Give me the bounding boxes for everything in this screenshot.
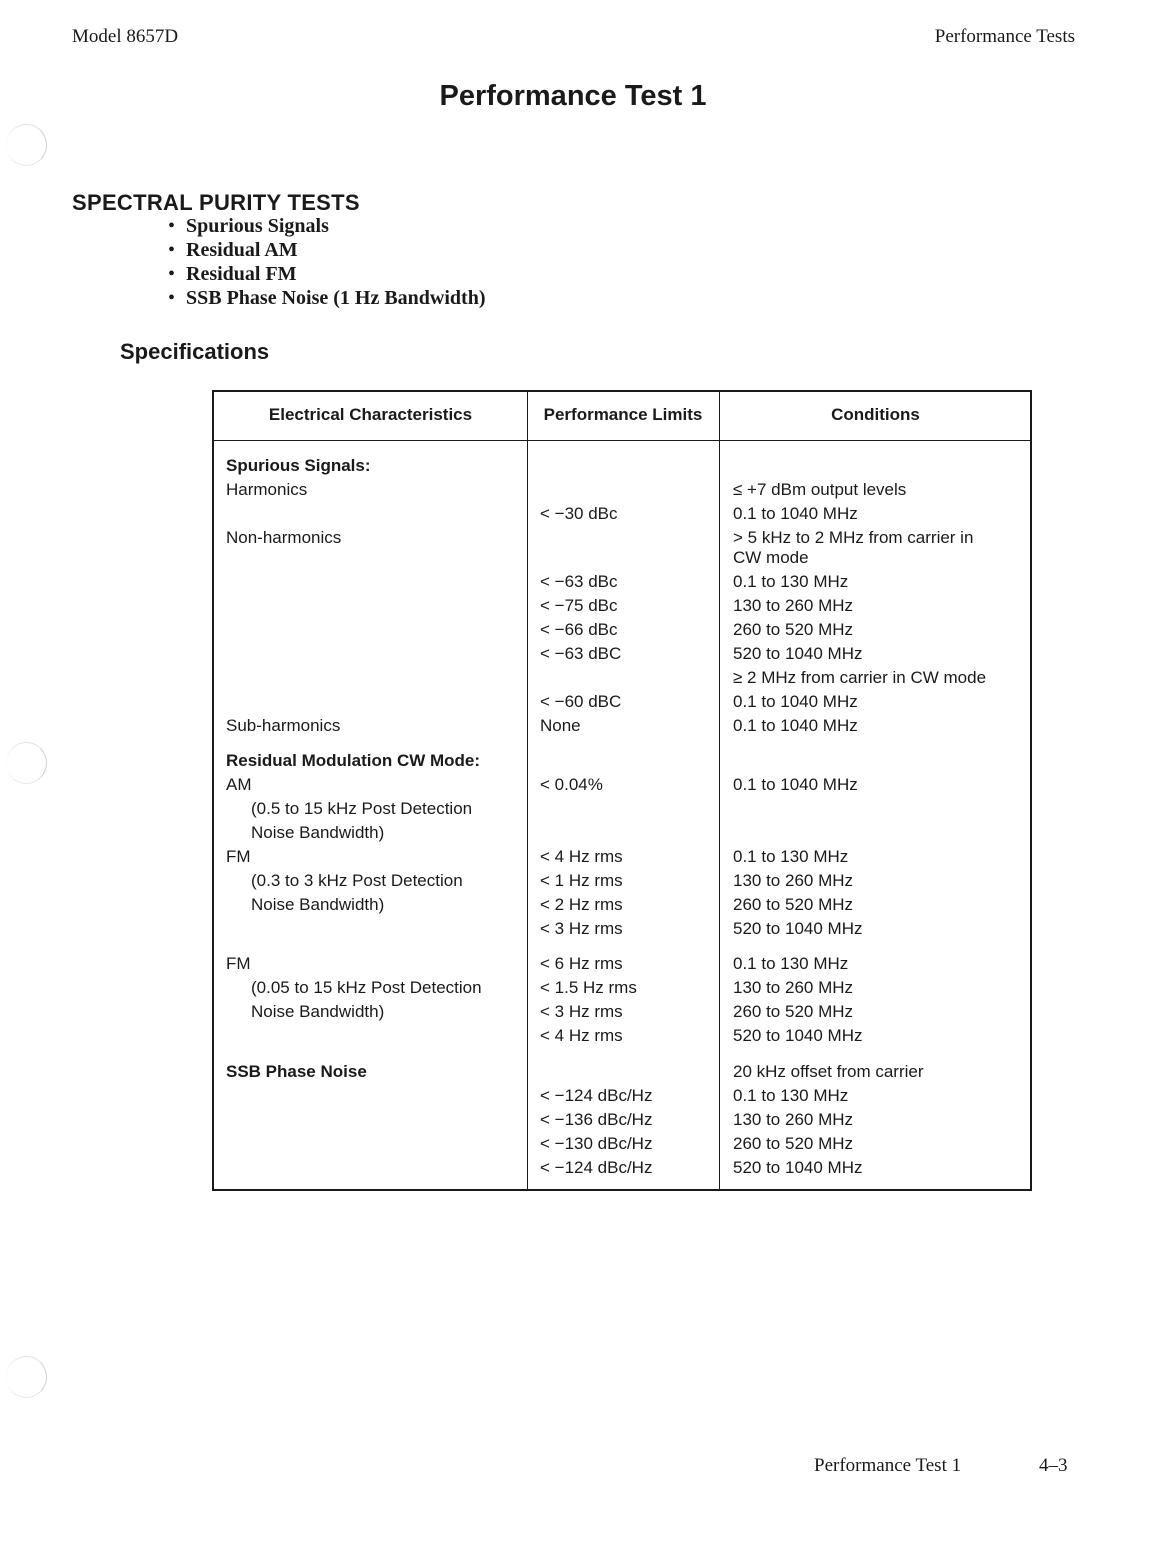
characteristic-note: (0.5 to 15 kHz Post Detection bbox=[251, 799, 473, 818]
test-list-item bbox=[168, 238, 486, 262]
performance-limit: < −63 dBc bbox=[540, 572, 618, 591]
performance-limit: < −63 dBC bbox=[540, 644, 622, 663]
performance-limit: < −75 dBc bbox=[540, 596, 618, 615]
characteristic-label: Harmonics bbox=[226, 480, 308, 499]
condition: 20 kHz offset from carrier bbox=[733, 1062, 924, 1081]
column-divider bbox=[527, 392, 528, 1189]
column-header-limits: Performance Limits bbox=[543, 405, 703, 424]
test-name: SSB Phase Noise (1 Hz Bandwidth) bbox=[186, 287, 486, 309]
performance-limit: < −66 dBc bbox=[540, 620, 618, 639]
test-list bbox=[168, 214, 486, 310]
footer-page-number: 4–3 bbox=[1039, 1455, 1068, 1476]
condition: CW mode bbox=[733, 548, 809, 567]
condition: 260 to 520 MHz bbox=[733, 1002, 854, 1021]
condition: 130 to 260 MHz bbox=[733, 871, 854, 890]
condition: 0.1 to 1040 MHz bbox=[733, 504, 858, 523]
characteristic-label: FM bbox=[226, 847, 251, 866]
performance-limit: < 6 Hz rms bbox=[540, 954, 623, 973]
bullet-icon: • bbox=[168, 239, 176, 261]
punch-hole-decoration bbox=[6, 742, 47, 784]
condition: 130 to 260 MHz bbox=[733, 978, 854, 997]
condition: 260 to 520 MHz bbox=[733, 895, 854, 914]
characteristic-label: Sub-harmonics bbox=[226, 716, 341, 735]
performance-limit: < −130 dBc/Hz bbox=[540, 1134, 653, 1153]
characteristic-note: (0.05 to 15 kHz Post Detection bbox=[251, 978, 482, 997]
column-header-conditions: Conditions bbox=[831, 405, 920, 424]
condition: 0.1 to 1040 MHz bbox=[733, 775, 858, 794]
condition: 260 to 520 MHz bbox=[733, 1134, 854, 1153]
characteristic-note: Noise Bandwidth) bbox=[251, 823, 385, 842]
test-list-item bbox=[168, 262, 486, 286]
performance-limit: < −124 dBc/Hz bbox=[540, 1158, 653, 1177]
performance-limit: < 4 Hz rms bbox=[540, 1026, 623, 1045]
performance-limit: < 2 Hz rms bbox=[540, 895, 623, 914]
condition: 520 to 1040 MHz bbox=[733, 919, 863, 938]
condition: 0.1 to 1040 MHz bbox=[733, 692, 858, 711]
characteristic-label: Spurious Signals: bbox=[226, 456, 371, 475]
test-name: Residual AM bbox=[186, 239, 298, 261]
characteristic-note: Noise Bandwidth) bbox=[251, 895, 385, 914]
condition: 260 to 520 MHz bbox=[733, 620, 854, 639]
test-list-item bbox=[168, 286, 486, 310]
performance-limit: < 3 Hz rms bbox=[540, 1002, 623, 1021]
header-divider bbox=[214, 440, 1030, 441]
punch-hole-decoration bbox=[6, 1356, 47, 1398]
characteristic-note: (0.3 to 3 kHz Post Detection bbox=[251, 871, 463, 890]
condition: 0.1 to 130 MHz bbox=[733, 1086, 849, 1105]
condition: 0.1 to 130 MHz bbox=[733, 847, 849, 866]
performance-limit: < 0.04% bbox=[540, 775, 603, 794]
bullet-icon: • bbox=[168, 215, 176, 237]
condition: 520 to 1040 MHz bbox=[733, 1026, 863, 1045]
condition: 130 to 260 MHz bbox=[733, 596, 854, 615]
performance-limit: < −30 dBc bbox=[540, 504, 618, 523]
column-divider bbox=[719, 392, 720, 1189]
characteristic-label: Residual Modulation CW Mode: bbox=[226, 751, 481, 770]
performance-limit: < −136 dBc/Hz bbox=[540, 1110, 653, 1129]
characteristic-label: SSB Phase Noise bbox=[226, 1062, 367, 1081]
footer-title: Performance Test 1 bbox=[814, 1455, 962, 1476]
condition: 0.1 to 130 MHz bbox=[733, 954, 849, 973]
header-section: Performance Tests bbox=[934, 26, 1075, 47]
specifications-heading: Specifications bbox=[120, 339, 270, 364]
bullet-icon: • bbox=[168, 287, 176, 309]
test-name: Spurious Signals bbox=[186, 215, 329, 237]
performance-limit: < 3 Hz rms bbox=[540, 919, 623, 938]
page-title: Performance Test 1 bbox=[439, 80, 707, 112]
condition: 0.1 to 130 MHz bbox=[733, 572, 849, 591]
condition: 520 to 1040 MHz bbox=[733, 1158, 863, 1177]
condition: ≥ 2 MHz from carrier in CW mode bbox=[733, 668, 987, 687]
test-name: Residual FM bbox=[186, 263, 297, 285]
performance-limit: < −124 dBc/Hz bbox=[540, 1086, 653, 1105]
bullet-icon: • bbox=[168, 263, 176, 285]
performance-limit: None bbox=[540, 716, 581, 735]
header-model: Model 8657D bbox=[72, 26, 179, 47]
characteristic-label: AM bbox=[226, 775, 252, 794]
condition: 0.1 to 1040 MHz bbox=[733, 716, 858, 735]
condition: > 5 kHz to 2 MHz from carrier in bbox=[733, 528, 974, 547]
column-header-characteristics: Electrical Characteristics bbox=[268, 405, 473, 424]
condition: 130 to 260 MHz bbox=[733, 1110, 854, 1129]
performance-limit: < 4 Hz rms bbox=[540, 847, 623, 866]
characteristic-label: Non-harmonics bbox=[226, 528, 342, 547]
performance-limit: < 1 Hz rms bbox=[540, 871, 623, 890]
test-list-item bbox=[168, 214, 486, 238]
performance-limit: < −60 dBC bbox=[540, 692, 622, 711]
condition: 520 to 1040 MHz bbox=[733, 644, 863, 663]
condition: ≤ +7 dBm output levels bbox=[733, 480, 907, 499]
specifications-table bbox=[212, 390, 1032, 1191]
punch-hole-decoration bbox=[6, 124, 47, 166]
performance-limit: < 1.5 Hz rms bbox=[540, 978, 637, 997]
characteristic-label: FM bbox=[226, 954, 251, 973]
characteristic-note: Noise Bandwidth) bbox=[251, 1002, 385, 1021]
section-heading: SPECTRAL PURITY TESTS bbox=[72, 190, 360, 215]
